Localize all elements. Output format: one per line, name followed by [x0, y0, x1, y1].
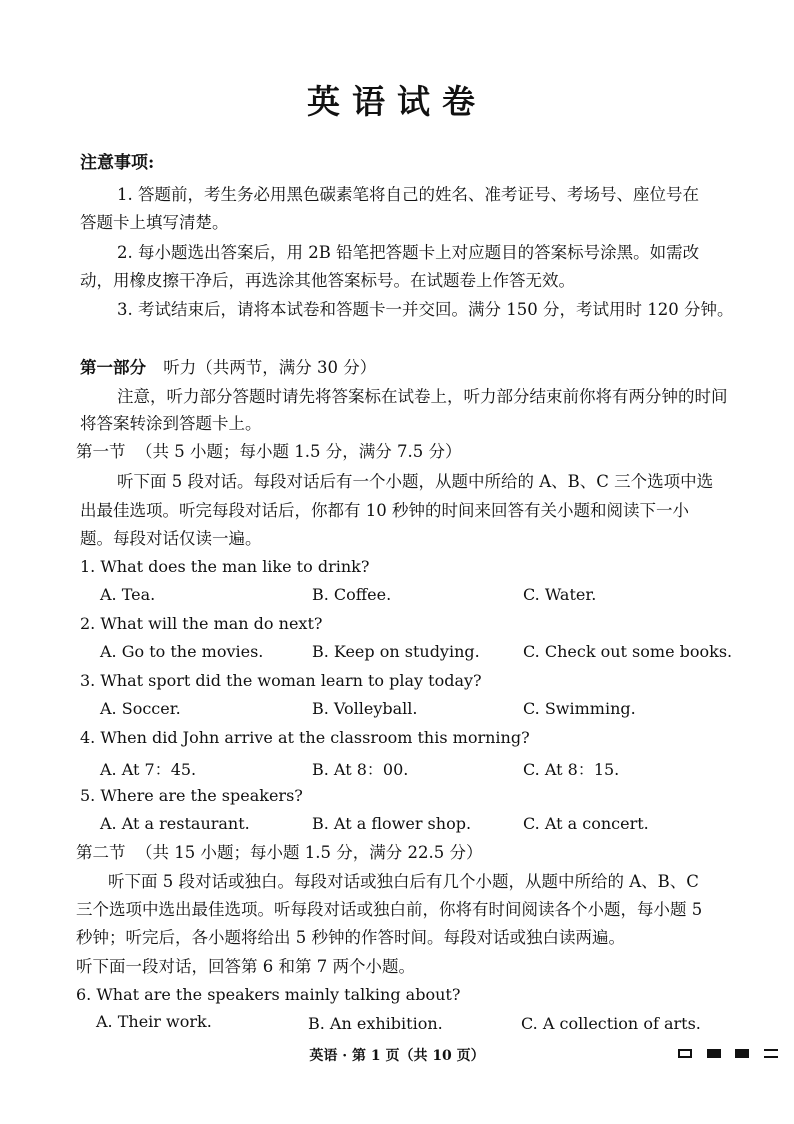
question-1-option-c: C. Water.: [523, 585, 597, 604]
question-5-option-b: B. At a flower shop.: [312, 814, 472, 833]
section1-heading-detail: （共 5 小题；每小题 1.5 分，满分 7.5 分）: [136, 442, 462, 461]
question-1-option-a: A. Tea.: [100, 585, 156, 604]
section2-heading: [76, 842, 482, 864]
question-5-option-c: C. At a concert.: [523, 814, 649, 833]
exam-title: 英语试卷: [307, 82, 487, 121]
page-footer: 英语 · 第 1 页（共 10 页）: [309, 1048, 485, 1064]
section1-instr-line-2: 出最佳选项。听完每段对话后，你都有 10 秒钟的时间来回答有关小题和阅读下一小: [80, 501, 689, 520]
notice-item-1-line-2: 答题卡上填写清楚。: [80, 213, 229, 232]
scan-mark-solid-icon: [707, 1049, 721, 1058]
part1-heading-detail: 听力（共两节，满分 30 分）: [163, 358, 377, 377]
question-3-stem: 3. What sport did the woman learn to play today?: [80, 671, 482, 690]
section2-instr-line-1: 听下面 5 段对话或独白。每段对话或独白后有几个小题，从题中所给的 A、B、C: [108, 872, 699, 891]
question-1-option-b: B. Coffee.: [312, 585, 392, 604]
part1-heading: [80, 357, 376, 379]
section2-heading-detail: （共 15 小题；每小题 1.5 分，满分 22.5 分）: [136, 843, 483, 862]
notice-item-3: 3. 考试结束后，请将本试卷和答题卡一并交回。满分 150 分，考试用时 120 分钟。: [117, 300, 734, 319]
question-4-option-b: B. At 8：00.: [312, 760, 409, 779]
notice-item-1-line-1: 1. 答题前，考生务必用黑色碳素笔将自己的姓名、准考证号、考场号、座位号在: [117, 185, 699, 204]
question-2-stem: 2. What will the man do next?: [80, 614, 323, 633]
question-3-option-c: C. Swimming.: [523, 699, 636, 718]
section1-instr-line-1: 听下面 5 段对话。每段对话后有一个小题，从题中所给的 A、B、C 三个选项中选: [117, 472, 714, 491]
scan-mark-solid-icon: [735, 1049, 749, 1058]
section2-instr-line-2: 三个选项中选出最佳选项。听每段对话或独白前，你将有时间阅读各个小题，每小题 5: [76, 900, 703, 919]
section2-sub-instruction: 听下面一段对话，回答第 6 和第 7 两个小题。: [76, 957, 415, 976]
section2-heading-label: 第二节: [76, 843, 126, 862]
question-4-stem: 4. When did John arrive at the classroom this morning?: [80, 728, 530, 747]
question-2-option-a: A. Go to the movies.: [100, 642, 264, 661]
part1-heading-label: 第一部分: [80, 358, 146, 377]
section1-instr-line-3: 题。每段对话仅读一遍。: [80, 529, 262, 548]
part1-note-line-1: 注意，听力部分答题时请先将答案标在试卷上，听力部分结束前你将有两分钟的时间: [117, 387, 728, 406]
question-6-option-c: C. A collection of arts.: [521, 1014, 701, 1033]
notice-heading: 注意事项:: [80, 153, 155, 173]
question-3-option-b: B. Volleyball.: [312, 699, 418, 718]
question-6-option-a: A. Their work.: [96, 1012, 212, 1031]
notice-item-2-line-2: 动，用橡皮擦干净后，再选涂其他答案标号。在试题卷上作答无效。: [80, 271, 575, 290]
question-5-option-a: A. At a restaurant.: [100, 814, 250, 833]
part1-note-line-2: 将答案转涂到答题卡上。: [80, 414, 262, 433]
section2-instr-line-3: 秒钟；听完后，各小题将给出 5 秒钟的作答时间。每段对话或独白读两遍。: [76, 928, 625, 947]
question-6-stem: 6. What are the speakers mainly talking about?: [76, 985, 461, 1004]
notice-item-2-line-1: 2. 每小题选出答案后，用 2B 铅笔把答题卡上对应题目的答案标号涂黑。如需改: [117, 243, 700, 262]
scan-mark-open-icon: [764, 1049, 778, 1058]
question-5-stem: 5. Where are the speakers?: [80, 786, 303, 805]
question-2-option-b: B. Keep on studying.: [312, 642, 480, 661]
question-4-option-c: C. At 8：15.: [523, 760, 620, 779]
section1-heading: [76, 441, 461, 463]
question-6-option-b: B. An exhibition.: [308, 1014, 443, 1033]
question-1-stem: 1. What does the man like to drink?: [80, 557, 370, 576]
scan-mark-hollow-icon: [678, 1049, 692, 1058]
question-2-option-c: C. Check out some books.: [523, 642, 733, 661]
section1-heading-label: 第一节: [76, 442, 126, 461]
question-4-option-a: A. At 7：45.: [100, 760, 197, 779]
question-3-option-a: A. Soccer.: [100, 699, 181, 718]
